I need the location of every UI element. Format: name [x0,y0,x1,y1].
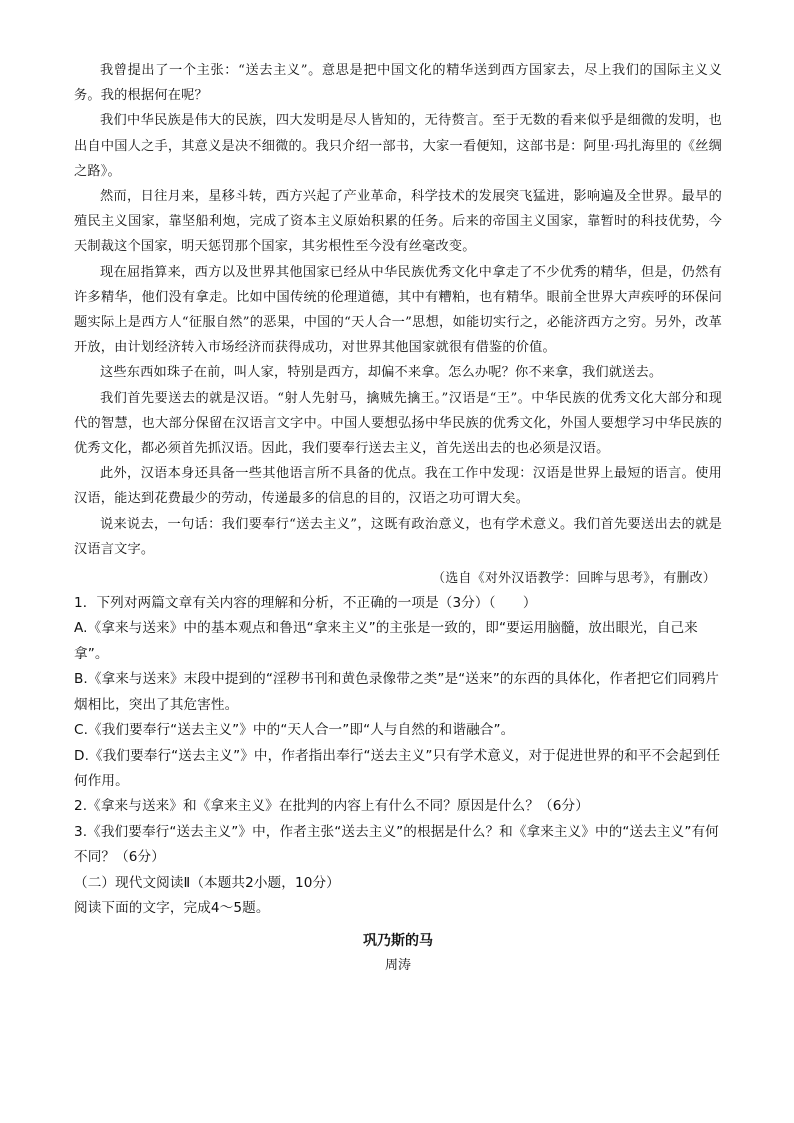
passage-paragraph: 然而，日往月来，星移斗转，西方兴起了产业革命，科学技术的发展突飞猛进，影响遍及全世界。最早的殖民主义国家，靠坚船利炮，完成了资本主义原始积累的任务。后来的帝国主义国家，靠暂时的科技优势，今天制裁这个国家，明天惩罚那个国家，其劣根性至今没有丝毫改变。 [74,189,722,255]
question-3: 3.《我们要奉行“送去主义”》中，作者主张“送去主义”的根据是什么？和《拿来主义》中的“送去主义”有何不同？（6分） [74,823,719,866]
question-1-stem: 1．下列对两篇文章有关内容的理解和分析，不正确的一项是（3分）（ ） [74,595,537,612]
passage-paragraph: 我曾提出了一个主张：“送去主义”。意思是把中国文化的精华送到西方国家去，尽上我们的国际主义义务。我的根据何在呢？ [74,63,722,104]
article-title: 巩乃斯的马 [363,933,433,950]
article-author: 周涛 [384,958,411,974]
passage-paragraph: 说来说去，一句话：我们要奉行“送去主义”，这既有政治意义，也有学术意义。我们首先要送出去的就是汉语言文字。 [74,516,722,557]
reading-passage [74,58,722,591]
question-2: 2.《拿来与送来》和《拿来主义》在批判的内容上有什么不同？原因是什么？（6分） [74,798,589,815]
section-heading: （二）现代文阅读Ⅱ（本题共2小题，10分） [74,874,340,891]
question-1-option-b: B.《拿来与送来》末段中提到的“淫秽书刊和黄色录像带之类”是“送来”的东西的具体化，作者把它们同鸦片烟相比，突出了其危害性。 [74,671,719,713]
section-instruction: 阅读下面的文字，完成4～5题。 [74,899,270,916]
passage-paragraph: 现在屈指算来，西方以及世界其他国家已经从中华民族优秀文化中拿走了不少优秀的精华，但是，仍然有许多精华，他们没有拿走。比如中国传统的伦理道德，其中有糟粕，也有精华。眼前全世界大声疾呼的环保问题实际上是西方人“征服自然”的恶果，中国的“天人合一”思想，如能切实行之，必能济西方之穷。另外，改革开放，由计划经济转入市场经济而获得成功，对世界其他国家就很有借鉴的价值。 [74,264,722,356]
question-1-option-a: A.《拿来与送来》中的基本观点和鲁迅“拿来主义”的主张是一致的，即“要运用脑髓，放出眼光，自己来拿”。 [74,620,698,662]
passage-paragraph: 此外，汉语本身还具备一些其他语言所不具备的优点。我在工作中发现：汉语是世界上最短的语言。使用汉语，能达到花费最少的劳动，传递最多的信息的目的，汉语之功可谓大矣。 [74,466,722,507]
passage-paragraph: 我们首先要送去的就是汉语。“射人先射马，擒贼先擒王。”汉语是“王”。中华民族的优秀文化大部分和现代的智慧，也大部分保留在汉语言文字中。中国人要想弘扬中华民族的优秀文化，外国人要想学习中华民族的优秀文化，都必须首先抓汉语。因此，我们要奉行送去主义，首先送出去的也必须是汉语。 [74,390,722,457]
passage-source: （选自《对外汉语教学：回眸与思考》，有删改） [432,571,716,587]
exam-page [74,58,722,977]
passage-paragraph: 这些东西如珠子在前，叫人家，特别是西方，却偏不来拿。怎么办呢？你不来拿，我们就送去。 [100,365,663,381]
question-1-option-c: C.《我们要奉行“送去主义”》中的“天人合一”即“人与自然的和谐融合”。 [74,722,515,739]
passage-paragraph: 我们中华民族是伟大的民族，四大发明是尽人皆知的，无待赘言。至于无数的看来似乎是细微的发明，也出自中国人之手，其意义是决不细微的。我只介绍一部书，大家一看便知，这部书是：阿里·玛扎海里的《丝绸之路》。 [74,113,722,179]
question-1-option-d: D.《我们要奉行“送去主义”》中，作者指出奉行“送去主义”只有学术意义，对于促进世界的和平不会起到任何作用。 [74,747,721,789]
questions-section [74,591,722,921]
